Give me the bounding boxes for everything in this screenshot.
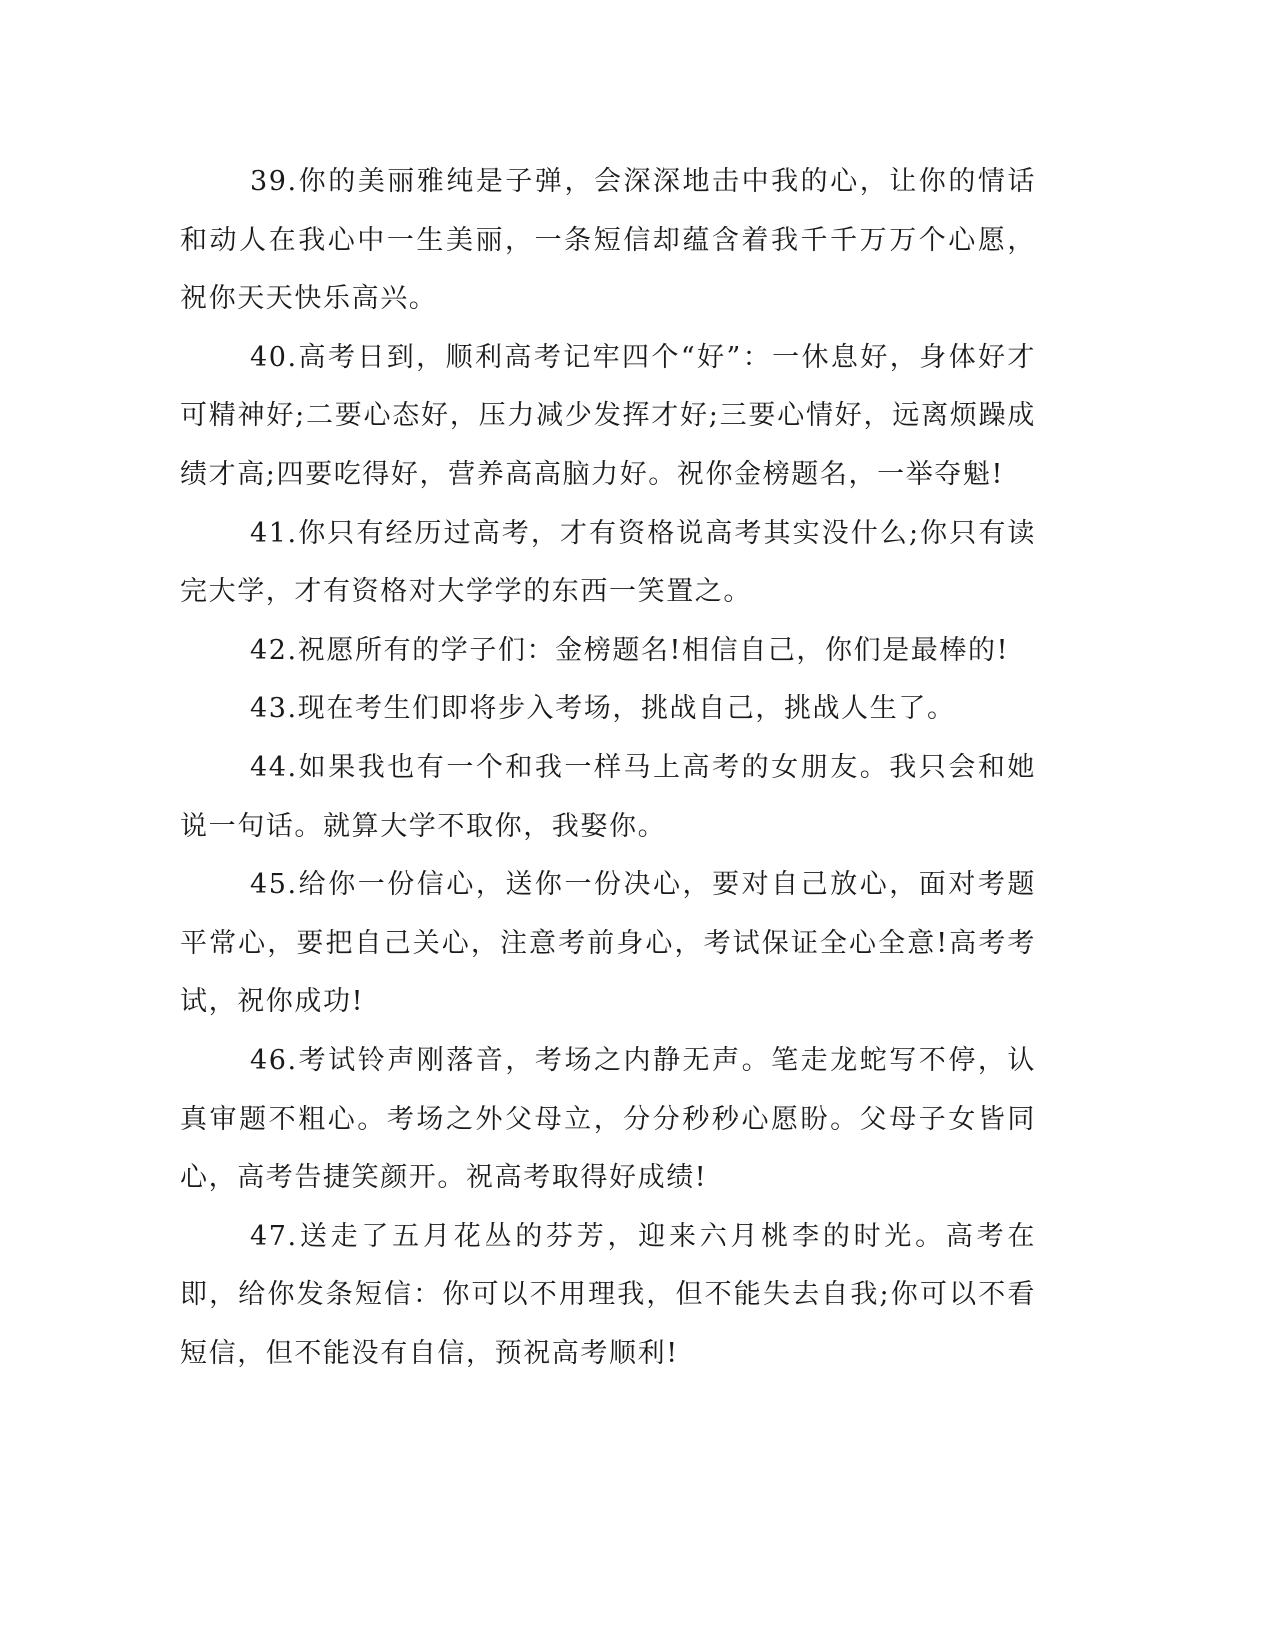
paragraph-45: 45.给你一份信心，送你一份决心，要对自己放心，面对考题平常心，要把自己关心，注意考前身心，考试保证全心全意!高考考试，祝你成功! (180, 869, 1036, 1018)
document-body (180, 153, 1036, 1383)
paragraph-44: 44.如果我也有一个和我一样马上高考的女朋友。我只会和她说一句话。就算大学不取你，我娶你。 (180, 751, 1036, 842)
paragraph-41: 41.你只有经历过高考，才有资格说高考其实没什么;你只有读完大学，才有资格对大学学的东西一笑置之。 (180, 517, 1036, 608)
paragraph-42: 42.祝愿所有的学子们：金榜题名!相信自己，你们是最棒的! (250, 634, 1010, 666)
paragraph-40: 40.高考日到，顺利高考记牢四个“好”：一休息好，身体好才可精神好;二要心态好，压力减少发挥才好;三要心情好，远离烦躁成绩才高;四要吃得好，营养高高脑力好。祝你金榜题名，一举夺魁! (180, 341, 1036, 490)
paragraph-43: 43.现在考生们即将步入考场，挑战自己，挑战人生了。 (250, 693, 956, 725)
paragraph-47: 47.送走了五月花丛的芬芳，迎来六月桃李的时光。高考在即，给你发条短信：你可以不用理我，但不能失去自我;你可以不看短信，但不能没有自信，预祝高考顺利! (180, 1220, 1036, 1369)
paragraph-46: 46.考试铃声刚落音，考场之内静无声。笔走龙蛇写不停，认真审题不粗心。考场之外父母立，分分秒秒心愿盼。父母子女皆同心，高考告捷笑颜开。祝高考取得好成绩! (180, 1044, 1036, 1194)
paragraph-39: 39.你的美丽雅纯是子弹，会深深地击中我的心，让你的情话和动人在我心中一生美丽，一条短信却蕴含着我千千万万个心愿，祝你天天快乐高兴。 (180, 166, 1036, 315)
